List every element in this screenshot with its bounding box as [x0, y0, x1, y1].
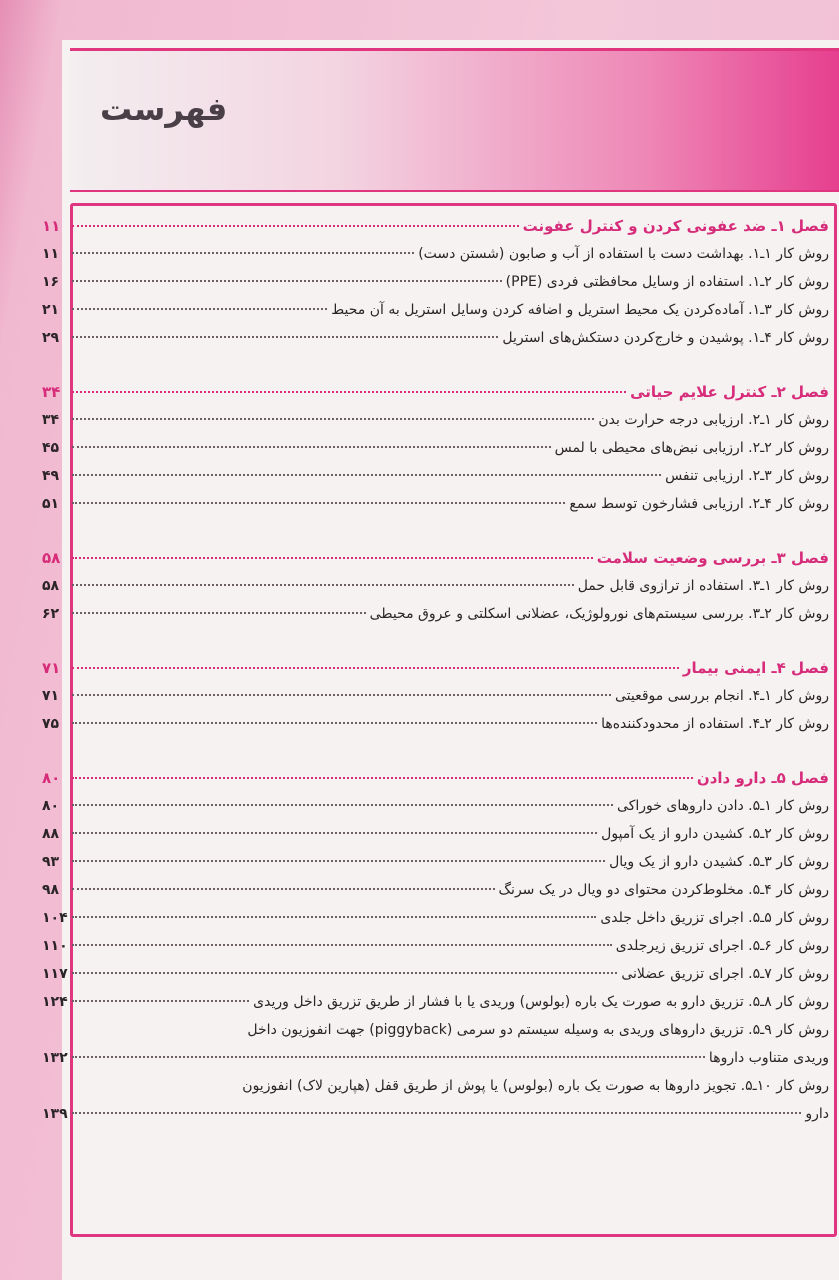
toc-entry[interactable]	[42, 682, 829, 710]
entry-page-number: ۴۵	[42, 440, 60, 456]
toc-entry[interactable]	[42, 876, 829, 904]
toc-entry[interactable]	[42, 324, 829, 352]
entry-title-continued: وریدی متناوب داروها	[708, 1050, 829, 1066]
entry-title: روش کار ۳ـ۱. آماده‌کردن یک محیط استریل و اضافه کردن وسایل استریل به آن محیط	[331, 302, 829, 318]
toc-entry[interactable]	[42, 1016, 829, 1072]
chapter-page-number: ۷۱	[42, 659, 61, 677]
toc-entry[interactable]	[42, 462, 829, 490]
entry-page-number: ۷۱	[42, 688, 60, 704]
toc-entry[interactable]	[42, 710, 829, 738]
chapter-title: فصل ۳ـ بررسی وضعیت سلامت	[596, 549, 829, 567]
entry-title: روش کار ۲ـ۵. کشیدن دارو از یک آمپول	[601, 826, 829, 842]
entry-page-number: ۲۱	[42, 302, 60, 318]
dot-leader	[72, 584, 574, 586]
toc-entry[interactable]	[42, 490, 829, 518]
entry-title: روش کار ۵ـ۵. اجرای تزریق داخل جلدی	[600, 910, 829, 926]
dot-leader	[72, 1000, 249, 1002]
entry-title: روش کار ۲ـ۳. بررسی سیستم‌های نورولوژیک، عضلانی اسکلتی و عروق محیطی	[369, 606, 829, 622]
dot-leader	[72, 804, 613, 806]
toc-entry[interactable]	[42, 988, 829, 1016]
entry-page-number: ۵۱	[42, 496, 60, 512]
chapter-page-number: ۳۴	[42, 383, 61, 401]
dot-leader	[72, 916, 596, 918]
page-title: فهرست	[100, 90, 228, 128]
entry-title: روش کار ۳ـ۲. ارزیابی تنفس	[665, 468, 829, 484]
dot-leader	[72, 1056, 705, 1058]
entry-title: روش کار ۱۰ـ۵. تجویز داروها به صورت یک باره (بولوس) یا پوش از طریق قفل (هپارین لاک) انفوزیون	[242, 1078, 829, 1094]
dot-leader	[72, 252, 414, 254]
entry-title: روش کار ۲ـ۱. استفاده از وسایل محافظتی فردی (PPE)	[505, 274, 829, 290]
chapter-title: فصل ۱ـ ضد عفونی کردن و کنترل عفونت	[522, 217, 829, 235]
toc-entry[interactable]	[42, 792, 829, 820]
entry-title: روش کار ۹ـ۵. تزریق داروهای وریدی به وسیله سیستم دو سرمی (piggyback) جهت انفوزیون داخل	[247, 1022, 829, 1038]
entry-page-number: ۱۳۲	[42, 1050, 68, 1066]
entry-title: روش کار ۱ـ۵. دادن داروهای خوراکی	[617, 798, 829, 814]
entry-title: روش کار ۴ـ۵. مخلوط‌کردن محتوای دو ویال در یک سرنگ	[498, 882, 829, 898]
toc-entry[interactable]	[42, 268, 829, 296]
entry-page-number: ۱۰۴	[42, 910, 68, 926]
chapter-heading[interactable]	[42, 544, 829, 572]
toc-entry[interactable]	[42, 406, 829, 434]
table-of-contents	[42, 212, 829, 1128]
dot-leader	[72, 557, 593, 559]
entry-page-number: ۱۶	[42, 274, 60, 290]
entry-page-number: ۶۲	[42, 606, 60, 622]
chapter-page-number: ۵۸	[42, 549, 61, 567]
dot-leader	[72, 860, 605, 862]
entry-page-number: ۵۸	[42, 578, 60, 594]
entry-page-number: ۹۸	[42, 882, 60, 898]
entry-page-number: ۱۲۴	[42, 994, 68, 1010]
dot-leader	[72, 722, 597, 724]
dot-leader	[72, 612, 366, 614]
chapter-page-number: ۸۰	[42, 769, 61, 787]
entry-page-number: ۱۱۷	[42, 966, 68, 982]
entry-page-number: ۷۵	[42, 716, 60, 732]
entry-title: روش کار ۱ـ۴. انجام بررسی موقعیتی	[614, 688, 829, 704]
entry-title: روش کار ۴ـ۲. ارزیابی فشارخون توسط سمع	[569, 496, 829, 512]
chapter-page-number: ۱۱	[42, 217, 61, 235]
toc-entry[interactable]	[42, 240, 829, 268]
entry-title: روش کار ۲ـ۲. ارزیابی نبض‌های محیطی با لمس	[554, 440, 829, 456]
dot-leader	[72, 474, 661, 476]
dot-leader	[72, 667, 679, 669]
entry-title: روش کار ۲ـ۴. استفاده از محدودکننده‌ها	[601, 716, 829, 732]
entry-title: روش کار ۷ـ۵. اجرای تزریق عضلانی	[621, 966, 829, 982]
dot-leader	[72, 777, 693, 779]
toc-entry[interactable]	[42, 600, 829, 628]
toc-entry[interactable]	[42, 296, 829, 324]
entry-page-number: ۴۹	[42, 468, 60, 484]
entry-page-number: ۱۱	[42, 246, 60, 262]
toc-entry[interactable]	[42, 904, 829, 932]
toc-entry[interactable]	[42, 572, 829, 600]
dot-leader	[72, 502, 565, 504]
entry-title: روش کار ۶ـ۵. اجرای تزریق زیرجلدی	[615, 938, 829, 954]
entry-page-number: ۱۳۹	[42, 1106, 68, 1122]
entry-title: روش کار ۱ـ۱. بهداشت دست با استفاده از آب و صابون (شستن دست)	[418, 246, 829, 262]
entry-title-continued: دارو	[805, 1106, 829, 1122]
entry-page-number: ۹۳	[42, 854, 60, 870]
dot-leader	[72, 694, 611, 696]
chapter-heading[interactable]	[42, 764, 829, 792]
entry-title: روش کار ۸ـ۵. تزریق دارو به صورت یک باره (بولوس) وریدی یا با فشار از طریق تزریق داخل وریدی	[253, 994, 829, 1010]
chapter-heading[interactable]	[42, 654, 829, 682]
entry-page-number: ۸۸	[42, 826, 60, 842]
toc-entry[interactable]	[42, 848, 829, 876]
chapter-title: فصل ۴ـ ایمنی بیمار	[682, 659, 829, 677]
dot-leader	[72, 446, 551, 448]
dot-leader	[72, 944, 612, 946]
chapter-heading[interactable]	[42, 212, 829, 240]
dot-leader	[72, 391, 626, 393]
dot-leader	[72, 308, 327, 310]
chapter-heading[interactable]	[42, 378, 829, 406]
entry-page-number: ۸۰	[42, 798, 60, 814]
entry-page-number: ۳۴	[42, 412, 60, 428]
chapter-title: فصل ۵ـ دارو دادن	[696, 769, 829, 787]
entry-page-number: ۲۹	[42, 330, 60, 346]
dot-leader	[72, 888, 495, 890]
dot-leader	[72, 280, 502, 282]
entry-title: روش کار ۱ـ۳. استفاده از ترازوی قابل حمل	[577, 578, 829, 594]
chapter-title: فصل ۲ـ کنترل علایم حیاتی	[630, 383, 829, 401]
dot-leader	[72, 418, 594, 420]
entry-title: روش کار ۳ـ۵. کشیدن دارو از یک ویال	[609, 854, 829, 870]
toc-entry[interactable]	[42, 960, 829, 988]
entry-page-number: ۱۱۰	[42, 938, 68, 954]
entry-title: روش کار ۴ـ۱. پوشیدن و خارج‌کردن دستکش‌های استریل	[502, 330, 829, 346]
toc-entry[interactable]	[42, 932, 829, 960]
toc-entry[interactable]	[42, 434, 829, 462]
header-divider	[70, 190, 839, 192]
dot-leader	[72, 832, 597, 834]
toc-entry[interactable]	[42, 820, 829, 848]
entry-title: روش کار ۱ـ۲. ارزیابی درجه حرارت بدن	[598, 412, 829, 428]
dot-leader	[72, 225, 519, 227]
dot-leader	[72, 336, 498, 338]
dot-leader	[72, 1112, 801, 1114]
dot-leader	[72, 972, 617, 974]
toc-entry[interactable]	[42, 1072, 829, 1128]
